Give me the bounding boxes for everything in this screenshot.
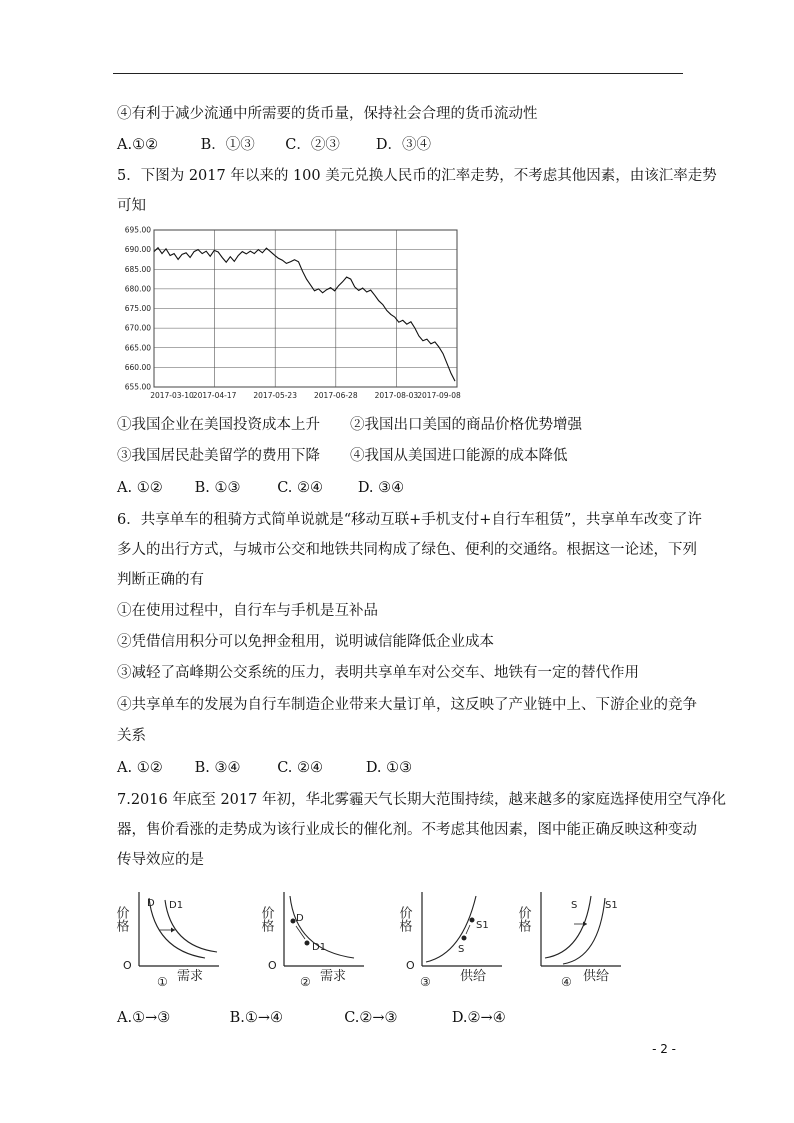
q7-stem-line2: 器，售价看涨的走势成为该行业成长的催化剂。不考虑其他因素，图中能正确反映这种变动 — [117, 822, 697, 838]
q5-answer-c[interactable]: C. ②④ — [277, 480, 324, 496]
q6-option-4-line1: ④共享单车的发展为自行车制造企业带来大量订单，这反映了产业链中上、下游企业的竞争 — [117, 697, 697, 713]
diagram-4 — [515, 888, 624, 997]
q4-answer-a[interactable]: A.①② — [117, 137, 159, 153]
q5-answer-b[interactable]: B. ①③ — [194, 480, 241, 496]
chart-y-tick-label: 655.00 — [124, 382, 151, 392]
exchange-rate-chart — [117, 222, 465, 405]
diagram-2-label-d: D — [296, 913, 304, 924]
diagram-4-label-s1: S1 — [605, 900, 618, 911]
q5-option-3: ③我国居民赴美留学的费用下降 — [117, 448, 320, 464]
diagram-2-point-d1 — [305, 941, 310, 946]
q6-stem-line2: 多人的出行方式，与城市公交和地铁共同构成了绿色、便利的交通络。根据这一论述，下列 — [117, 542, 697, 558]
q6-stem-line3: 判断正确的有 — [117, 572, 204, 588]
q4-option-4: ④有利于减少流通中所需要的货币量，保持社会合理的货币流动性 — [117, 106, 538, 122]
page-number: - 2 - — [652, 1042, 676, 1056]
diagram-3-xlabel: 供给 — [460, 969, 487, 984]
q5-option-4: ④我国从美国进口能源的成本降低 — [350, 448, 568, 464]
diagram-3-point-s1 — [470, 918, 475, 923]
diagram-3-number: ③ — [420, 975, 431, 989]
chart-x-tick-label: 2017-09-08 — [417, 391, 461, 400]
q7-answer-b[interactable]: B.①→④ — [229, 1010, 284, 1026]
q5-answer-a[interactable]: A. ①② — [117, 480, 163, 496]
chart-y-ticks — [125, 226, 151, 392]
q6-answer-a[interactable]: A. ①② — [117, 760, 163, 776]
diagram-4-number: ④ — [561, 975, 572, 989]
chart-y-tick-label: 670.00 — [124, 323, 151, 333]
diagram-2 — [258, 888, 367, 997]
chart-y-tick-label: 690.00 — [124, 245, 151, 255]
q6-option-2: ②凭借信用积分可以免押金租用，说明诚信能降低企业成本 — [117, 634, 494, 650]
chart-x-tick-label: 2017-08-03 — [374, 391, 419, 400]
q7-answer-c[interactable]: C.②→③ — [344, 1010, 398, 1026]
diagram-2-number: ② — [300, 975, 311, 989]
diagram-1 — [113, 888, 222, 997]
q5-option-1: ①我国企业在美国投资成本上升 — [117, 417, 320, 433]
q5-answers — [117, 478, 404, 498]
q6-stem-line1: 6．共享单车的租骑方式简单说就是“移动互联+手机支付+自行车租赁”，共享单车改变了许 — [117, 512, 702, 528]
diagram-3-origin: O — [406, 959, 415, 972]
diagram-2-ylabel: 价格 — [258, 906, 274, 932]
diagram-4-label-s: S — [571, 900, 578, 911]
chart-x-ticks — [150, 391, 461, 400]
q6-option-3: ③减轻了高峰期公交系统的压力，表明共享单车对公交车、地铁有一定的替代作用 — [117, 665, 639, 681]
diagram-3-label-s: S — [458, 944, 465, 955]
q4-answers — [117, 135, 431, 155]
q6-option-1: ①在使用过程中，自行车与手机是互补品 — [117, 603, 378, 619]
chart-y-tick-label: 695.00 — [124, 225, 151, 235]
diagram-3-move-arrow — [466, 925, 470, 934]
diagram-1-label-d: D — [147, 898, 155, 909]
q7-stem-line1: 7.2016 年底至 2017 年初，华北雾霾天气长期大范围持续，越来越多的家庭选择使用空气净化 — [117, 792, 726, 808]
chart-grid — [154, 230, 457, 387]
diagram-4-xlabel: 供给 — [583, 969, 610, 984]
diagram-1-ylabel: 价格 — [113, 906, 129, 932]
header-rule — [113, 73, 683, 74]
chart-y-tick-label: 665.00 — [124, 343, 151, 353]
q5-option-2: ②我国出口美国的商品价格优势增强 — [350, 417, 582, 433]
chart-y-tick-label: 660.00 — [124, 362, 151, 372]
chart-x-tick-label: 2017-05-23 — [253, 391, 297, 400]
diagram-3-ylabel: 价格 — [396, 906, 412, 932]
q4-answer-c[interactable]: C．②③ — [285, 137, 340, 153]
q4-answer-d[interactable]: D．③④ — [375, 137, 431, 153]
q4-answer-b[interactable]: B．①③ — [200, 137, 255, 153]
q6-answer-b[interactable]: B. ③④ — [194, 760, 241, 776]
diagram-1-label-d1: D1 — [169, 900, 184, 911]
diagram-3-label-s1: S1 — [476, 920, 489, 931]
q5-stem-line1: 5．下图为 2017 年以来的 100 美元兑换人民币的汇率走势，不考虑其他因素，由该汇率走势 — [117, 168, 717, 184]
diagram-3-point-s — [462, 936, 467, 941]
chart-x-tick-label: 2017-04-17 — [192, 391, 237, 400]
q6-answers — [117, 758, 412, 778]
diagram-2-label-d1: D1 — [312, 942, 327, 953]
diagram-1-number: ① — [157, 975, 168, 989]
chart-y-tick-label: 680.00 — [124, 284, 151, 294]
q6-option-4-line2: 关系 — [117, 728, 146, 744]
q7-stem-line3: 传导效应的是 — [117, 852, 204, 868]
diagram-2-point-d — [291, 919, 296, 924]
q7-answers — [117, 1008, 506, 1028]
chart-x-tick-label: 2017-06-28 — [314, 391, 358, 400]
q5-answer-d[interactable]: D. ③④ — [357, 480, 405, 496]
q6-answer-c[interactable]: C. ②④ — [277, 760, 324, 776]
q7-answer-d[interactable]: D.②→④ — [451, 1010, 506, 1026]
chart-y-tick-label: 675.00 — [124, 304, 151, 313]
diagram-3 — [396, 888, 505, 997]
diagram-4-curve-s1 — [563, 898, 605, 964]
diagram-2-xlabel: 需求 — [320, 969, 347, 984]
diagram-4-curve-s — [545, 896, 591, 958]
q5-stem-line2: 可知 — [117, 198, 146, 214]
chart-x-tick-label: 2017-03-10 — [150, 391, 194, 400]
diagram-1-origin: O — [123, 959, 132, 972]
diagram-4-ylabel: 价格 — [515, 906, 531, 932]
q6-answer-d[interactable]: D. ①③ — [365, 760, 413, 776]
diagram-2-origin: O — [268, 959, 277, 972]
diagram-1-xlabel: 需求 — [177, 969, 204, 984]
exchange-rate-series-line — [154, 248, 455, 381]
chart-y-tick-label: 685.00 — [124, 264, 151, 274]
q7-answer-a[interactable]: A.①→③ — [117, 1010, 171, 1026]
